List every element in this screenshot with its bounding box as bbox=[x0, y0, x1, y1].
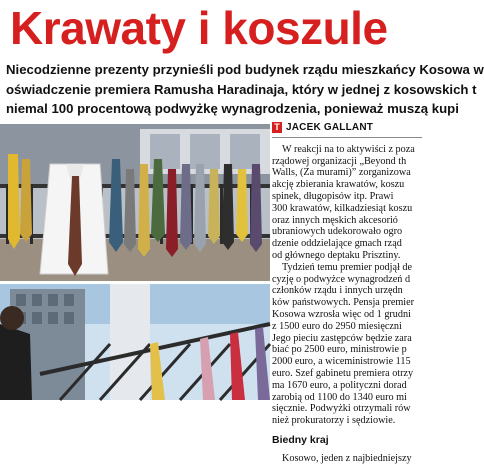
article-body-column bbox=[272, 122, 422, 464]
body-line: ków państwowych. Pensja premier bbox=[272, 297, 415, 309]
lead-line: oświadczenie premiera Ramusha Haradinaja, który w jednej z kosowskich t bbox=[6, 81, 477, 97]
body-line: rządowej organizacji „Beyond th bbox=[272, 155, 407, 167]
subheading: Biedny kraj bbox=[272, 433, 329, 446]
author-name: JACEK GALLANT bbox=[286, 122, 374, 133]
body-line: euro. Szef gabinetu premiera otrzy bbox=[272, 367, 414, 379]
body-line: Walls, (Za murami)” zorganizowa bbox=[272, 167, 411, 179]
lead-line: Niecodzienne prezenty przynieśli pod budynek rządu mieszkańcy Kosowa w bbox=[6, 62, 484, 77]
body-line: ubraniowych udekorowało ogro bbox=[272, 226, 403, 238]
byline-badge: T bbox=[272, 122, 282, 133]
body-line: cyzję o podwyżce wynagrodzeń d bbox=[272, 273, 411, 285]
ties-street-illustration bbox=[0, 284, 270, 400]
body-line: biać po 2500 euro, ministrowie p bbox=[272, 344, 407, 356]
body-line: zarobią od 1100 do 1340 euro mi bbox=[272, 391, 407, 403]
body-line: członków rządu i innych urzędn bbox=[272, 285, 403, 297]
body-line: z 1500 euro do 2950 miesięczni bbox=[272, 320, 402, 332]
lead-paragraph bbox=[6, 60, 484, 119]
byline bbox=[272, 122, 422, 138]
body-line: dzenie oddzielające gmach rząd bbox=[272, 238, 402, 250]
body-line: oraz innych męskich akcesorió bbox=[272, 214, 398, 226]
body-line: Jego pieciu zastępców będzie zara bbox=[272, 332, 412, 344]
body-line: W reakcji na to aktywiści z poza bbox=[282, 143, 415, 155]
body-line: Kosowo, jeden z najbiedniejszy bbox=[282, 452, 412, 464]
body-line: Kosowa wzrosła więc od 1 grudni bbox=[272, 308, 411, 320]
lead-line: niemal 100 procentową podwyżkę wynagrodzenia, ponieważ muszą kupi bbox=[6, 101, 459, 116]
body-line: akcję zbierania krawatów, koszu bbox=[272, 179, 405, 191]
body-line: Tydzień temu premier podjął de bbox=[282, 261, 412, 273]
headline: Krawaty i koszule bbox=[10, 2, 388, 54]
photo-ties-and-passerby bbox=[0, 284, 270, 400]
body-line: sięcznie. Podwyżki otrzymali rów bbox=[272, 403, 411, 415]
body-line: nież prokuratorzy i sędziowie. bbox=[272, 415, 396, 427]
photo-ties-on-fence bbox=[0, 124, 270, 281]
body-line: od głównego deptaku Prisztiny. bbox=[272, 249, 401, 261]
body-line: 300 krawatów, kilkadziesiąt koszu bbox=[272, 202, 413, 214]
ties-fence-illustration bbox=[0, 124, 270, 281]
body-line: ma 1670 euro, a polityczni dorad bbox=[272, 379, 407, 391]
body-line: spinek, długopisów itp. Prawi bbox=[272, 190, 394, 202]
body-line: 2000 euro, a wiceministrowie 115 bbox=[272, 356, 411, 368]
